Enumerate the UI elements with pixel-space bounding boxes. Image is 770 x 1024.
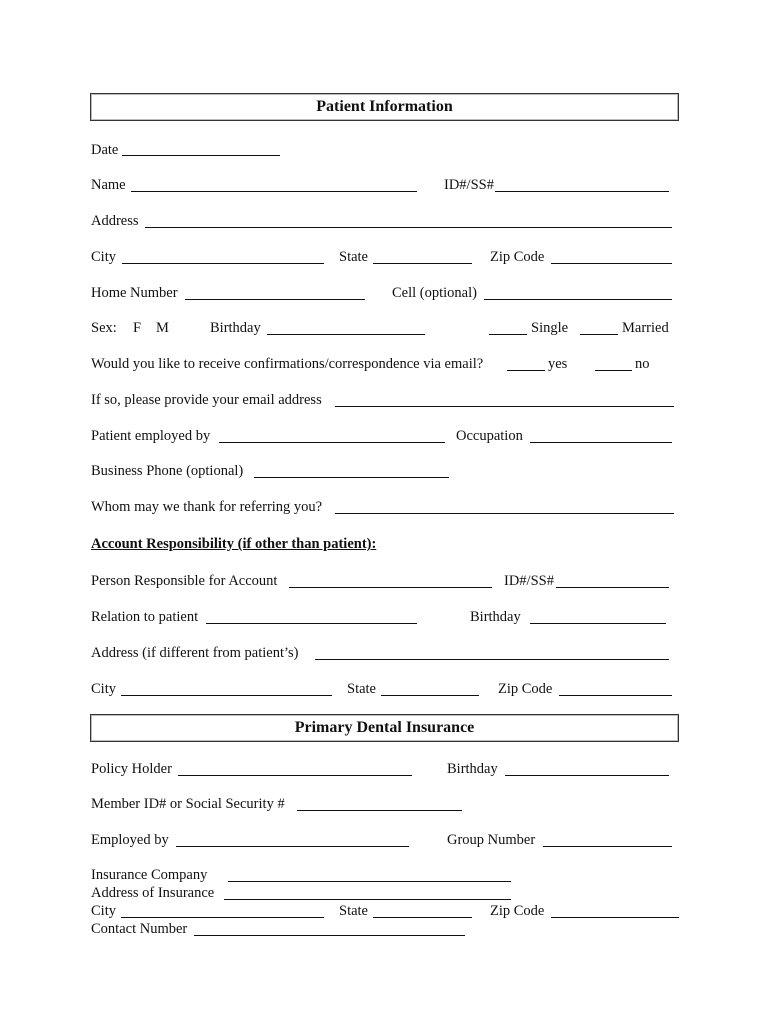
- account-birthday-label: Birthday: [470, 609, 521, 625]
- insurance-birthday-field[interactable]: [505, 775, 669, 776]
- email-address-field[interactable]: [335, 406, 674, 407]
- contact-number-field[interactable]: [194, 935, 465, 936]
- cell-field[interactable]: [484, 299, 672, 300]
- insurance-state-field[interactable]: [373, 917, 472, 918]
- insurance-zip-field[interactable]: [551, 917, 679, 918]
- policy-holder-field[interactable]: [178, 775, 412, 776]
- account-state-field[interactable]: [381, 695, 479, 696]
- name-label: Name: [91, 177, 126, 193]
- patient-id-label: ID#/SS#: [444, 177, 494, 193]
- account-zip-field[interactable]: [559, 695, 672, 696]
- contact-number-label: Contact Number: [91, 921, 188, 937]
- sex-label: Sex:: [91, 320, 117, 336]
- date-field[interactable]: [122, 155, 280, 156]
- home-number-label: Home Number: [91, 285, 178, 301]
- group-number-label: Group Number: [447, 832, 536, 848]
- member-id-field[interactable]: [297, 810, 462, 811]
- patient-information-header: [90, 93, 679, 121]
- business-phone-field[interactable]: [254, 477, 449, 478]
- insurance-company-field[interactable]: [228, 881, 511, 882]
- insurance-state-label: State: [339, 903, 368, 919]
- occupation-field[interactable]: [530, 442, 672, 443]
- insurance-birthday-label: Birthday: [447, 761, 498, 777]
- account-id-field[interactable]: [556, 587, 669, 588]
- insurance-address-field[interactable]: [224, 899, 511, 900]
- account-city-field[interactable]: [121, 695, 332, 696]
- email-yes-label: yes: [548, 356, 568, 372]
- name-field[interactable]: [131, 191, 417, 192]
- referral-field[interactable]: [335, 513, 674, 514]
- date-label: Date: [91, 142, 119, 158]
- sex-option-f[interactable]: F: [133, 320, 142, 336]
- home-number-field[interactable]: [185, 299, 365, 300]
- account-responsibility-heading: Account Responsibility (if other than patient):: [91, 536, 377, 552]
- married-checkbox[interactable]: [580, 334, 618, 335]
- account-zip-label: Zip Code: [498, 681, 553, 697]
- business-phone-label: Business Phone (optional): [91, 463, 244, 479]
- city-label: City: [91, 249, 116, 265]
- address-field[interactable]: [145, 227, 672, 228]
- referral-label: Whom may we thank for referring you?: [91, 499, 323, 515]
- account-city-label: City: [91, 681, 116, 697]
- cell-label: Cell (optional): [392, 285, 477, 301]
- birthday-field[interactable]: [267, 334, 425, 335]
- member-id-label: Member ID# or Social Security #: [91, 796, 285, 812]
- person-responsible-label: Person Responsible for Account: [91, 573, 278, 589]
- married-label: Married: [622, 320, 669, 336]
- zip-label: Zip Code: [490, 249, 545, 265]
- email-no-checkbox[interactable]: [595, 370, 632, 371]
- single-label: Single: [531, 320, 569, 336]
- relation-label: Relation to patient: [91, 609, 199, 625]
- insurance-company-label: Insurance Company: [91, 867, 208, 883]
- account-address-field[interactable]: [315, 659, 669, 660]
- policy-holder-label: Policy Holder: [91, 761, 172, 777]
- primary-dental-insurance-title: Primary Dental Insurance: [294, 719, 475, 736]
- patient-id-field[interactable]: [495, 191, 669, 192]
- email-yes-checkbox[interactable]: [507, 370, 545, 371]
- single-checkbox[interactable]: [489, 334, 527, 335]
- patient-information-title: Patient Information: [316, 98, 453, 115]
- city-field[interactable]: [122, 263, 324, 264]
- insurance-employer-label: Employed by: [91, 832, 169, 848]
- account-id-label: ID#/SS#: [504, 573, 554, 589]
- email-no-label: no: [635, 356, 650, 372]
- birthday-label: Birthday: [210, 320, 261, 336]
- primary-dental-insurance-header: [90, 714, 679, 742]
- insurance-city-label: City: [91, 903, 116, 919]
- person-responsible-field[interactable]: [289, 587, 492, 588]
- insurance-city-field[interactable]: [121, 917, 324, 918]
- account-address-label: Address (if different from patient’s): [91, 645, 299, 661]
- email-address-label: If so, please provide your email address: [91, 392, 322, 408]
- occupation-label: Occupation: [456, 428, 523, 444]
- state-label: State: [339, 249, 368, 265]
- insurance-address-label: Address of Insurance: [91, 885, 215, 901]
- patient-employer-label: Patient employed by: [91, 428, 211, 444]
- relation-field[interactable]: [206, 623, 417, 624]
- insurance-employer-field[interactable]: [176, 846, 409, 847]
- email-question: Would you like to receive confirmations/correspondence via email?: [91, 356, 484, 372]
- patient-employer-field[interactable]: [219, 442, 445, 443]
- account-birthday-field[interactable]: [530, 623, 666, 624]
- state-field[interactable]: [373, 263, 472, 264]
- address-label: Address: [91, 213, 139, 229]
- group-number-field[interactable]: [543, 846, 672, 847]
- insurance-zip-label: Zip Code: [490, 903, 545, 919]
- zip-field[interactable]: [551, 263, 672, 264]
- sex-option-m[interactable]: M: [156, 320, 169, 336]
- account-state-label: State: [347, 681, 376, 697]
